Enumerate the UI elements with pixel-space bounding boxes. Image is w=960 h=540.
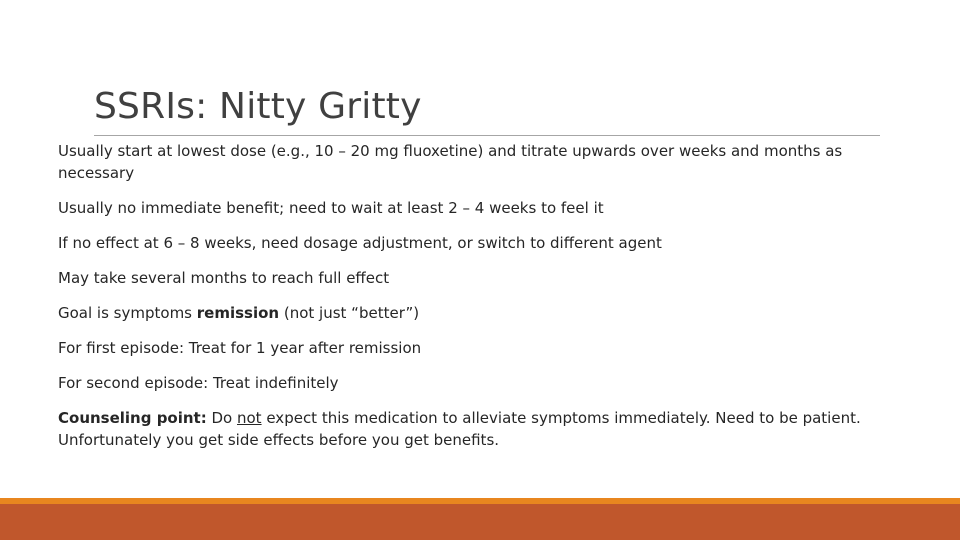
bullet-text: May take several months to reach full effect xyxy=(58,269,390,287)
footer-bar xyxy=(0,504,960,540)
bullet-text: For first episode: Treat for 1 year after remission xyxy=(58,339,422,357)
bullet-full-effect xyxy=(58,267,880,289)
bullet-delayed-benefit xyxy=(58,197,880,219)
counseling-label: Counseling point: xyxy=(58,409,207,427)
bullet-text: Usually no immediate benefit; need to wait at least 2 – 4 weeks to feel it xyxy=(58,199,604,217)
bullet-first-episode xyxy=(58,337,880,359)
slide-title: SSRIs: Nitty Gritty xyxy=(94,86,422,127)
bullet-emphasis: remission xyxy=(196,304,280,322)
bullet-starting-dose xyxy=(58,140,880,184)
bullet-text: For second episode: Treat indefinitely xyxy=(58,374,339,392)
bullet-second-episode xyxy=(58,372,880,394)
counseling-underlined: not xyxy=(237,409,262,427)
bullet-list xyxy=(58,140,880,451)
bullet-counseling-point xyxy=(58,407,880,451)
bullet-text-before: Goal is symptoms xyxy=(58,304,197,322)
bullet-text: Usually start at lowest dose (e.g., 10 – 20 mg fluoxetine) and titrate upwards over weeks and months as necessary xyxy=(58,142,843,182)
counseling-rest: expect this medication to alleviate symptoms immediately. Need to be patient. Unfortunately you get side effects before you get benefits. xyxy=(58,409,861,449)
bullet-text-after: (not just “better”) xyxy=(279,304,420,322)
counseling-lead: Do xyxy=(206,409,237,427)
title-underline xyxy=(94,135,880,136)
bullet-no-effect xyxy=(58,232,880,254)
bullet-text: If no effect at 6 – 8 weeks, need dosage adjustment, or switch to different agent xyxy=(58,234,662,252)
bullet-goal-remission xyxy=(58,302,880,324)
